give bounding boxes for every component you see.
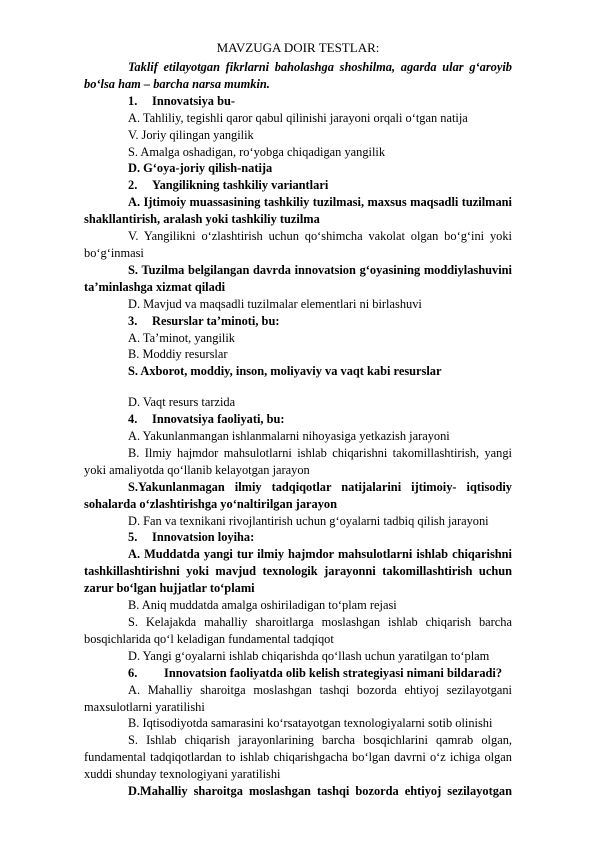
q4-option-b: B. Ilmiy hajmdor mahsulotlarni ishlab chiqarishni takomillashtirish, yangi yoki amaliyotda qo‘llanib kelayotgan jarayon (84, 445, 512, 477)
q2-option-s: S. Tuzilma belgilangan davrda innovatsion g‘oyasining moddiylashuvini ta’minlashga xizmat qiladi (84, 262, 512, 294)
intro-paragraph: Taklif etilayotgan fikrlarni baholashga shoshilma, agarda ular g‘aroyib bo‘lsa ham – barcha narsa mumkin. (84, 60, 512, 91)
question-1-title: 1. Innovatsiya bu- (128, 93, 235, 108)
q5-option-a: A. Muddatda yangi tur ilmiy hajmdor mahsulotlarni ishlab chiqarishni tashkillashtirishni yoki mavjud texnologik jarayonni takomillashtirish uchun zarur bo‘lgan hujjatlar to‘plami (84, 547, 512, 596)
q5-option-d: D. Yangi g‘oyalarni ishlab chiqarishda qo‘llash uchun yaratilgan to‘plam (128, 648, 490, 663)
q3-option-d: D. Vaqt resurs tarzida (128, 395, 236, 410)
q1-option-d: D. G‘oya-joriy qilish-natija (128, 161, 273, 176)
q5-option-s: S. Kelajakda mahalliy sharoitlarga moslashgan ishlab chiqarish barcha bosqichlarida qo‘l keladigan fundamental tadqiqot (84, 615, 512, 646)
document-page (84, 40, 512, 800)
q6-option-a: A. Mahalliy sharoitga moslashgan tashqi bozorda ehtiyoj sezilayotgani maxsulotlarni yaratilishi (84, 682, 512, 714)
spacer (84, 380, 512, 394)
question-4 (84, 411, 512, 529)
q1-option-v: V. Joriy qilingan yangilik (128, 127, 254, 142)
question-6 (84, 665, 512, 800)
page-title: MAVZUGA DOIR TESTLAR: (216, 40, 380, 55)
q2-option-v: V. Yangilikni o‘zlashtirish uchun qo‘shimcha vakolat olgan bo‘g‘ini yoki bo‘g‘inmasi (84, 229, 512, 260)
q2-option-d: D. Mavjud va maqsadli tuzilmalar elementlari ni birlashuvi (128, 296, 422, 311)
question-3-title: 3. Resurslar ta’minoti, bu: (128, 313, 280, 328)
q4-option-s: S.Yakunlanmagan ilmiy tadqiqotlar natijalarini ijtimoiy- iqtisodiy sohalarda o‘zlashtirishga yo‘naltirilgan jarayon (84, 479, 512, 511)
q6-option-d: D.Mahalliy sharoitga moslashgan tashqi bozorda ehtiyoj sezilayotgan (128, 784, 512, 799)
q1-option-a: A. Tahliliy, tegishli qaror qabul qilinishi jarayoni orqali o‘tgan natija (128, 110, 468, 125)
q3-option-b: B. Moddiy resurslar (128, 347, 228, 362)
question-1 (84, 93, 512, 178)
q6-option-s: S. Ishlab chiqarish jarayonlarining barcha bosqichlarini qamrab olgan, fundamental tadqiqotlardan to ishlab chiqarishgacha bo‘lgan davrni o‘z ichiga olgan xuddi shunday texnologiyani yaratilishi (84, 733, 512, 782)
question-4-title: 4. Innovatsiya faoliyati, bu: (128, 412, 285, 427)
q5-option-b: B. Aniq muddatda amalga oshiriladigan to‘plam rejasi (128, 598, 397, 613)
q3-option-a: A. Ta’minot, yangilik (128, 330, 235, 345)
question-5-title: 5. Innovatsion loyiha: (128, 530, 255, 545)
q3-option-s: S. Axborot, moddiy, inson, moliyaviy va vaqt kabi resurslar (128, 364, 442, 379)
question-3 (84, 313, 512, 412)
question-5 (84, 529, 512, 664)
question-2 (84, 177, 512, 312)
q2-option-a: A. Ijtimoiy muassasining tashkiliy tuzilmasi, maxsus maqsadli tuzilmani shakllantirish, aralash yoki tashkiliy tuzilma (84, 195, 512, 227)
question-2-title: 2. Yangilikning tashkiliy variantlari (128, 178, 329, 193)
q4-option-d: D. Fan va texnikani rivojlantirish uchun g‘oyalarni tadbiq qilish jarayoni (128, 513, 489, 528)
q4-option-a: A. Yakunlanmangan ishlanmalarni nihoyasiga yetkazish jarayoni (128, 429, 450, 444)
q1-option-s: S. Amalga oshadigan, ro‘yobga chiqadigan yangilik (128, 144, 386, 159)
q6-option-b: B. Iqtisodiyotda samarasini ko‘rsatayotgan texnologiyalarni sotib olinishi (128, 716, 493, 731)
question-6-title: 6. Innovatsion faoliyatda olib kelish strategiyasi nimani bildaradi? (128, 665, 503, 680)
